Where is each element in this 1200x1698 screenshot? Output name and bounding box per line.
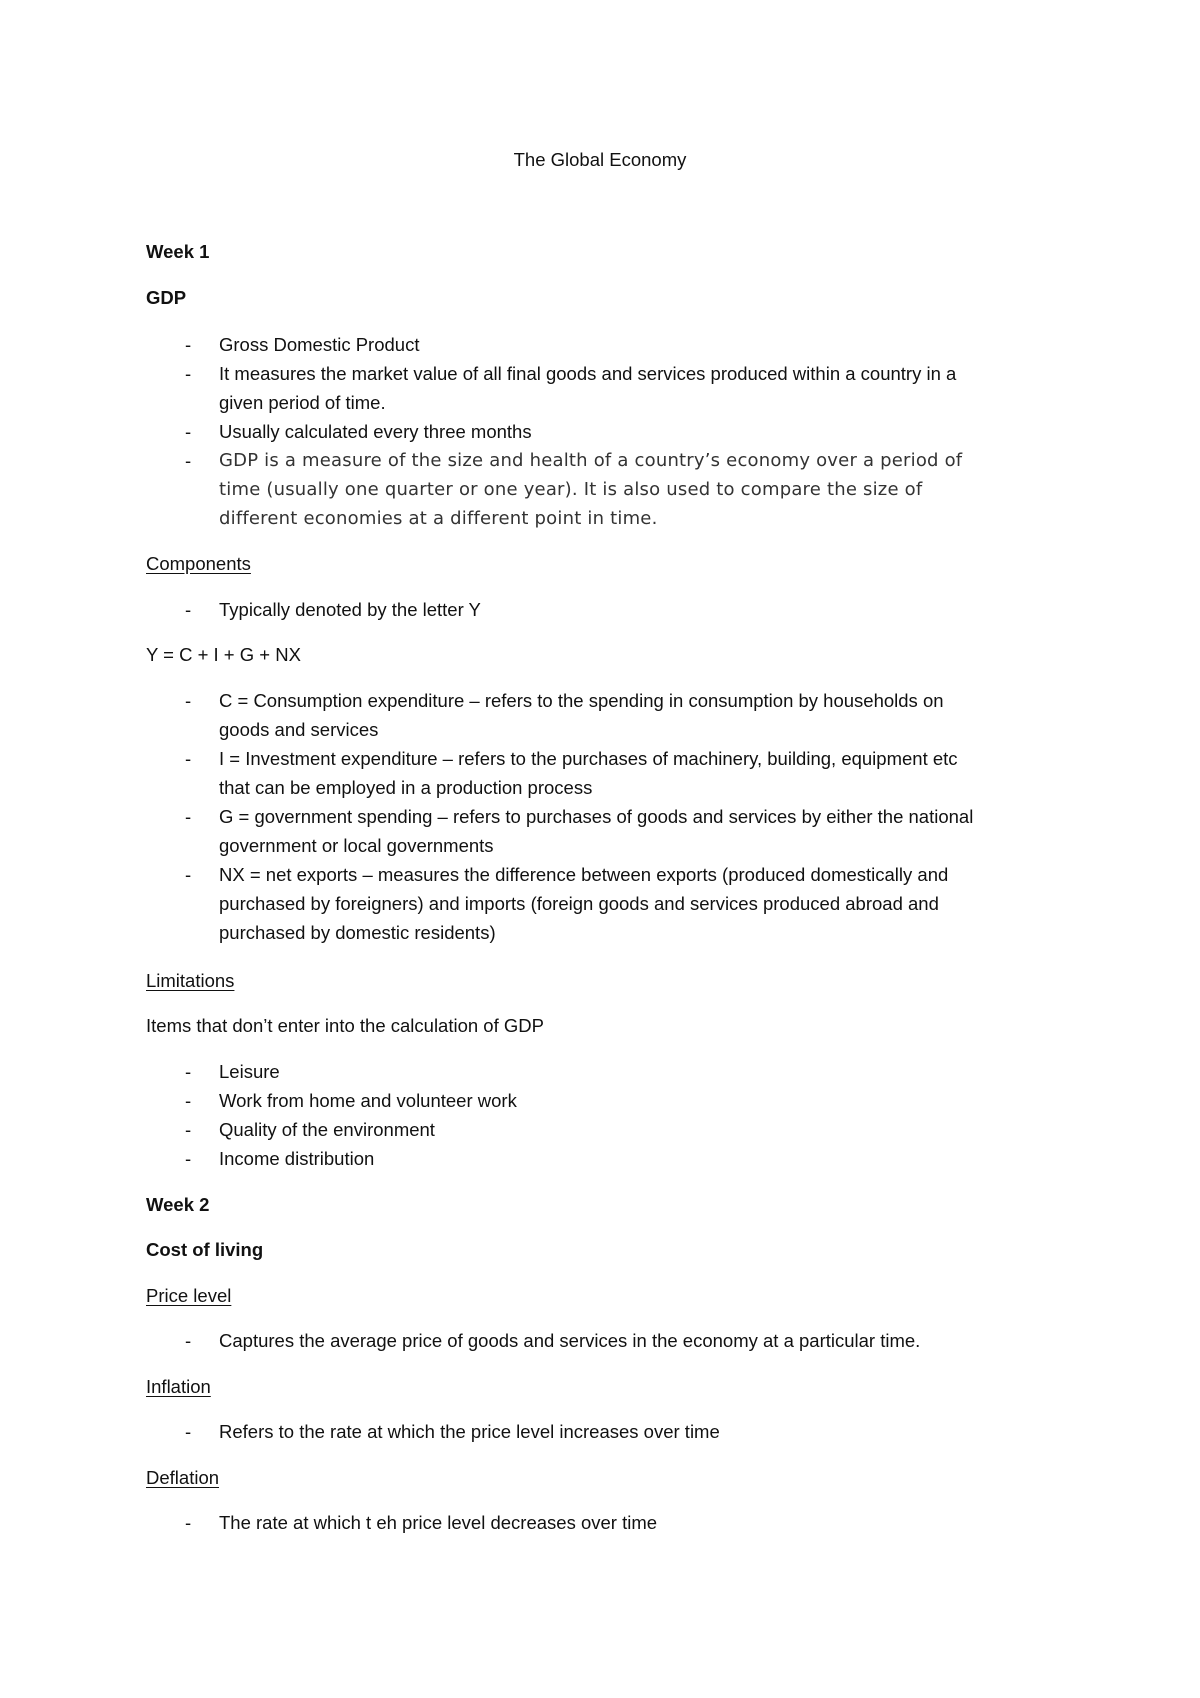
gdp-bullet-definition: Gross Domestic Product [219,334,420,355]
bullet-marker: - [185,1512,192,1533]
price-level-bullet: Captures the average price of goods and services in the economy at a particular time. [219,1330,921,1351]
component-nx-line3: purchased by domestic residents) [219,922,496,943]
bullet-marker: - [185,421,192,442]
bullet-marker: - [185,1090,192,1111]
bullet-marker: - [185,1421,192,1442]
deflation-bullet: The rate at which t eh price level decreases over time [219,1512,658,1533]
gdp-bullet-size-line1: GDP is a measure of the size and health of a country’s economy over a period of [219,450,963,471]
price-level-heading: Price level [146,1285,232,1306]
inflation-bullet: Refers to the rate at which the price level increases over time [219,1421,720,1442]
gdp-bullet-measure-line2: given period of time. [219,392,386,413]
limitation-item: Quality of the environment [219,1119,435,1140]
component-i-line2: that can be employed in a production process [219,777,593,798]
component-c-line1: C = Consumption expenditure – refers to the spending in consumption by households on [219,690,944,711]
gdp-bullet-size-line3: different economies at a different point in time. [219,508,658,529]
deflation-heading: Deflation [146,1467,220,1488]
bullet-marker: - [185,1330,192,1351]
cost-of-living-heading: Cost of living [146,1239,264,1260]
inflation-heading: Inflation [146,1376,211,1397]
bullet-marker: - [185,334,192,355]
bullet-marker: - [185,748,192,769]
gdp-bullet-measure-line1: It measures the market value of all final goods and services produced within a country in a [219,363,957,384]
limitations-heading: Limitations [146,970,235,991]
limitations-intro: Items that don’t enter into the calculation of GDP [146,1015,544,1036]
bullet-marker: - [185,806,192,827]
week2-heading: Week 2 [146,1194,210,1215]
limitation-item: Leisure [219,1061,280,1082]
bullet-marker: - [185,1148,192,1169]
bullet-marker: - [185,1061,192,1082]
gdp-bullet-frequency: Usually calculated every three months [219,421,532,442]
bullet-marker: - [185,599,192,620]
bullet-marker: - [185,1119,192,1140]
limitation-item: Work from home and volunteer work [219,1090,517,1111]
limitation-item: Income distribution [219,1148,375,1169]
component-nx-line2: purchased by foreigners) and imports (foreign goods and services produced abroad and [219,893,939,914]
week1-heading: Week 1 [146,241,210,262]
gdp-heading: GDP [146,287,187,308]
component-g-line2: government or local governments [219,835,494,856]
document-title: The Global Economy [513,149,687,170]
gdp-formula: Y = C + I + G + NX [146,644,301,665]
bullet-marker: - [185,690,192,711]
component-i-line1: I = Investment expenditure – refers to the purchases of machinery, building, equipment etc [219,748,958,769]
gdp-bullet-size-line2: time (usually one quarter or one year). It is also used to compare the size of [219,479,923,500]
component-g-line1: G = government spending – refers to purchases of goods and services by either the national [219,806,974,827]
components-heading: Components [146,553,251,574]
bullet-marker: - [185,363,192,384]
bullet-marker: - [185,450,192,471]
component-nx-line1: NX = net exports – measures the difference between exports (produced domestically and [219,864,949,885]
component-c-line2: goods and services [219,719,379,740]
bullet-marker: - [185,864,192,885]
components-bullet: Typically denoted by the letter Y [219,599,481,620]
